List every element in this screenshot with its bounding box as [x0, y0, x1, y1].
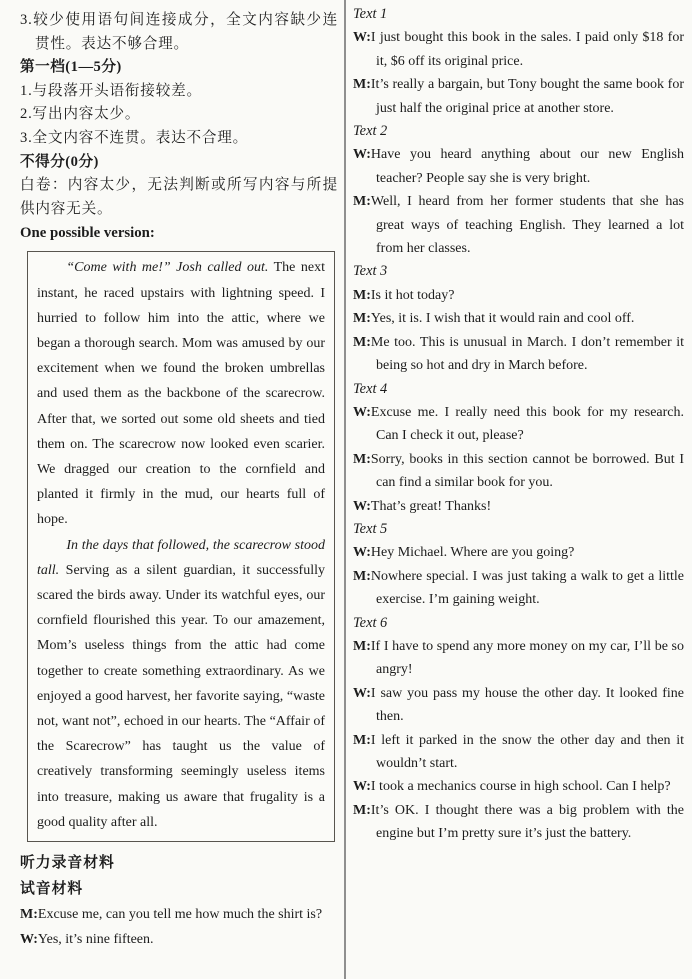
text-section-title: Text 4: [353, 380, 388, 397]
turn-text: I saw you pass my house the other day. It looked fine then.: [370, 685, 684, 725]
turn-text: Excuse me, can you tell me how much the shirt is?: [37, 907, 323, 923]
text-section-dialogue: [353, 401, 684, 518]
text-section-dialogue: [353, 143, 684, 260]
speaker-label: W:: [353, 404, 371, 420]
dialogue-turn: [353, 635, 684, 682]
grading-note-line: 3.全文内容不连贯。表达不合理。: [20, 129, 249, 146]
text-section-dialogue: [353, 284, 684, 378]
turn-text: I just bought this book in the sales. I paid only $18 for it, $6 off its original price.: [370, 30, 684, 69]
grading-note-line: 第一档(1—5分): [20, 59, 122, 76]
listening-text-section: [353, 260, 684, 377]
turn-text: If I have to spend any more money on my car, I’ll be so angry!: [370, 638, 684, 678]
dialogue-turn: [353, 73, 684, 120]
text-section-title: Text 6: [353, 614, 388, 631]
grading-note-line: 1.与段落开头语衔接较差。: [20, 82, 202, 99]
dialogue-turn: [353, 729, 684, 776]
listening-text-section: [353, 3, 684, 120]
speaker-label: W:: [353, 685, 371, 701]
test-audio-dialogue: [20, 902, 338, 952]
essay-italic-lead: In the days that followed, the scarecrow stood tall.: [37, 537, 325, 578]
model-essay-box: [27, 251, 335, 842]
speaker-label: W:: [20, 932, 38, 948]
text-section-title: Text 1: [353, 6, 388, 22]
speaker-label: W:: [353, 779, 371, 795]
dialogue-turn: [353, 775, 684, 798]
text-section-title: Text 3: [353, 263, 388, 280]
grading-note-line: 不得分(0分): [20, 153, 99, 170]
speaker-label: W:: [353, 498, 371, 514]
test-audio-heading: 试音材料: [20, 881, 84, 898]
listening-text-section: [353, 612, 684, 846]
essay-italic-lead: “Come with me!” Josh called out.: [66, 260, 269, 276]
turn-text: Yes, it’s nine fifteen.: [37, 932, 154, 948]
speaker-label: M:: [353, 194, 371, 210]
dialogue-turn: [353, 448, 684, 495]
essay-paragraph-text: The next instant, he raced upstairs with lightning speed. I hurried to follow him into the attic, where we began a thorough search. Mom was amused by our excitement when we found the broken umbrellas and used them as the backbone of the scarecrow. After that, we sorted out some old sheets and tied them on. The scarecrow now looked even scarier. We dragged our creation to the cornfield and planted it firmly in the mud, our hearts full of hope.: [37, 260, 325, 528]
speaker-label: W:: [353, 147, 371, 163]
speaker-label: M:: [353, 77, 371, 93]
turn-text: Have you heard anything about our new English teacher? People say she is very bright.: [370, 147, 684, 186]
dialogue-turn: [353, 331, 684, 378]
speaker-label: M:: [353, 732, 371, 748]
speaker-label: M:: [20, 907, 38, 923]
turn-text: It’s really a bargain, but Tony bought the same book for just half the original price at another store.: [370, 77, 684, 116]
turn-text: Is it hot today?: [370, 287, 455, 303]
dialogue-turn: [353, 401, 684, 448]
turn-text: I left it parked in the snow the other day and then it wouldn’t start.: [370, 732, 684, 771]
turn-text: Well, I heard from her former students that she has great ways of teaching English. They learned a lot from her classes.: [370, 194, 684, 257]
turn-text: Sorry, books in this section cannot be borrowed. But I can find a similar book for you.: [370, 451, 684, 491]
speaker-label: M:: [353, 287, 371, 303]
text-section-dialogue: [353, 26, 684, 120]
turn-text: Me too. This is unusual in March. I don’t remember it being so hot and dry in March before.: [370, 334, 684, 374]
dialogue-turn: [353, 26, 684, 73]
possible-version-heading: One possible version:: [20, 225, 155, 242]
dialogue-turn: [353, 495, 684, 518]
dialogue-turn: [20, 927, 338, 952]
speaker-label: M:: [353, 802, 371, 818]
essay-paragraph: [37, 255, 325, 532]
listening-material-heading: 听力录音材料: [20, 855, 115, 872]
grading-note-line: 白卷：内容太少，无法判断或所写内容与所提供内容无关。: [20, 177, 338, 217]
right-column: [346, 0, 692, 979]
listening-text-section: [353, 518, 684, 612]
text-section-title: Text 5: [353, 520, 388, 537]
dialogue-turn: [353, 307, 684, 330]
essay-paragraph-text: Serving as a silent guardian, it successfully scared the birds away. Under its watchful eyes, our cornfield flourished this year. To our amazement, Mom’s useless things from the attic had come together to create something extraordinary. As we enjoyed a good harvest, her favorite saying, “waste not, want not”, echoed in our hearts. The “Affair of the Scarecrow” has taught us the value of creatively transforming seemingly useless items into treasure, making us aware that frugality is a good quality after all.: [37, 562, 325, 830]
speaker-label: M:: [353, 568, 371, 584]
dialogue-turn: [353, 143, 684, 190]
turn-text: Nowhere special. I was just taking a walk to get a little exercise. I’m gaining weight.: [370, 568, 684, 608]
dialogue-turn: [353, 799, 684, 846]
left-column: [0, 0, 344, 979]
speaker-label: W:: [353, 30, 371, 46]
speaker-label: M:: [353, 451, 371, 467]
listening-text-section: [353, 120, 684, 260]
turn-text: It’s OK. I thought there was a big problem with the engine but I’m pretty sure it’s just the battery.: [370, 802, 684, 842]
text-section-title: Text 2: [353, 123, 388, 140]
turn-text: Hey Michael. Where are you going?: [370, 545, 575, 561]
speaker-label: M:: [353, 638, 371, 654]
dialogue-turn: [353, 284, 684, 307]
turn-text: Excuse me. I really need this book for my research. Can I check it out, please?: [370, 404, 684, 444]
text-section-dialogue: [353, 541, 684, 611]
listening-text-section: [353, 378, 684, 518]
dialogue-turn: [353, 682, 684, 729]
turn-text: That’s great! Thanks!: [370, 498, 492, 514]
dialogue-turn: [353, 565, 684, 612]
grading-notes: [20, 9, 338, 221]
text-section-dialogue: [353, 635, 684, 846]
dialogue-turn: [353, 541, 684, 564]
turn-text: I took a mechanics course in high school. Can I help?: [370, 779, 671, 795]
essay-paragraph: [37, 533, 325, 835]
dialogue-turn: [20, 902, 338, 927]
speaker-label: M:: [353, 334, 371, 350]
grading-note-line: 3.较少使用语句间连接成分，全文内容缺少连贯性。表达不够合理。: [20, 12, 338, 52]
speaker-label: W:: [353, 545, 371, 561]
grading-note-line: 2.写出内容太少。: [20, 106, 141, 123]
turn-text: Yes, it is. I wish that it would rain and cool off.: [370, 311, 635, 327]
dialogue-turn: [353, 190, 684, 260]
speaker-label: M:: [353, 311, 371, 327]
